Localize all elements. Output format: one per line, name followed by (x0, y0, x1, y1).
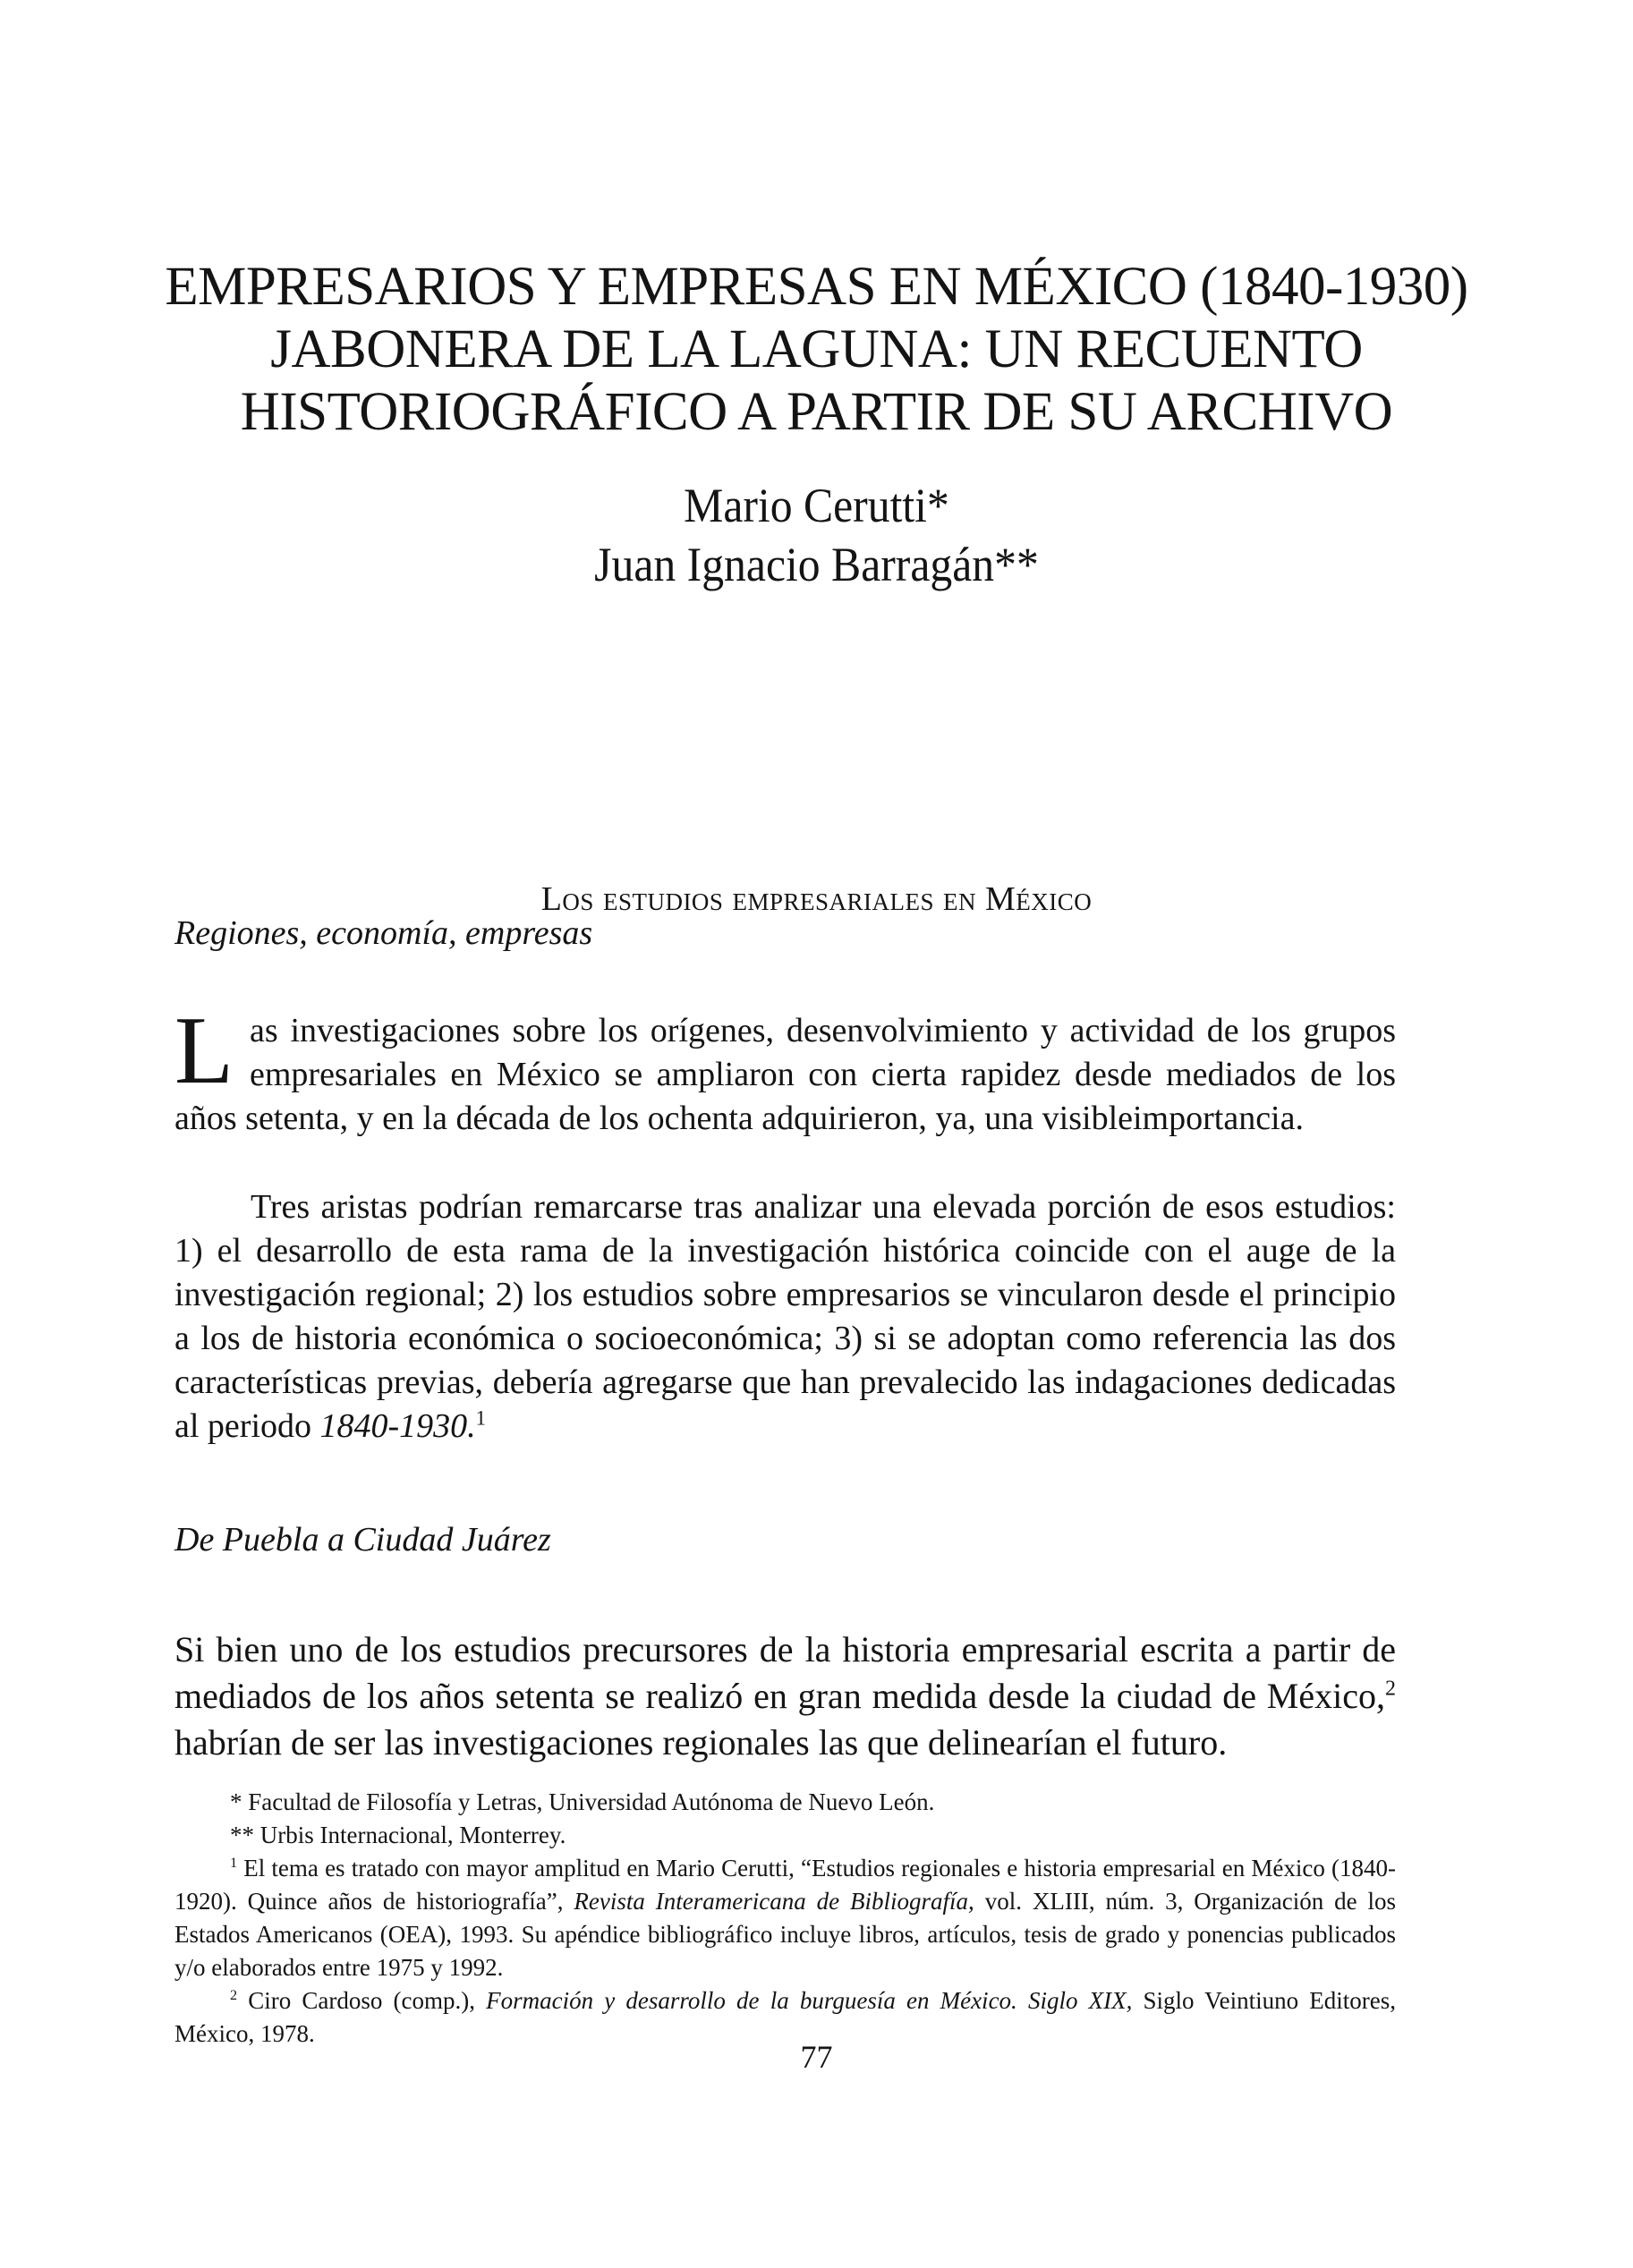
footnote-1 (174, 1852, 1396, 1984)
paragraph-3-text: Si bien uno de los estudios precursores de la historia empresarial escrita a partir de mediados de los años setenta se realizó en gran medida desde la ciudad de México, (174, 1629, 1396, 1716)
author-block (189, 476, 1444, 594)
article-title (134, 256, 1499, 444)
footnote-1-journal: Revista Interamericana de Bibliografía, (574, 1888, 974, 1915)
paragraph-2-text: Tres aristas podrían remarcarse tras analizar una elevada porción de esos estudios: 1) el desarrollo de esta rama de la investigación histórica coincide con el auge de la investigación regional; 2) los estudios sobre empresarios se vincularon desde el principio a los de historia económica o socioeconómica; 3) si se adoptan como referencia las dos características previas, debería agregarse que han prevalecido las indagaciones dedicadas al periodo (174, 1188, 1396, 1445)
paragraph-2-period: 1840-1930. (319, 1407, 476, 1445)
title-line-1: EMPRESARIOS Y EMPRESAS EN MÉXICO (1840-1930) (165, 257, 1468, 317)
footnote-1-mark: 1 (230, 1855, 238, 1871)
section-2-heading: De Puebla a Ciudad Juárez (174, 1521, 551, 1559)
paragraph-3 (174, 1627, 1396, 1766)
footnote-ref-2[interactable]: 2 (1385, 1677, 1396, 1701)
footnote-2-text: Ciro Cardoso (comp.), (248, 1987, 475, 2014)
author-1: Mario Cerutti* (684, 479, 949, 532)
footnote-ref-1[interactable]: 1 (475, 1406, 487, 1430)
section-heading: Los estudios empresariales en México (540, 880, 1093, 918)
section-subheading: Regiones, economía, empresas (174, 914, 593, 952)
page-number: 77 (800, 2039, 833, 2075)
title-line-2: JABONERA DE LA LAGUNA: UN RECUENTO (270, 319, 1363, 379)
author-2: Juan Ignacio Barragán** (594, 538, 1039, 591)
paragraph-1 (174, 998, 1396, 1141)
footnote-2-book: Formación y desarrollo de la burguesía en México. Siglo XIX, (486, 1987, 1133, 2014)
paragraph-1-text: as investigaciones sobre los orígenes, desenvolvimiento y actividad de los grupos empresariales en México se ampliaron con cierta rapidez desde mediados de los años setenta, y en la década de los ochenta adquirieron, ya, una visibleimportancia. (174, 1012, 1396, 1137)
footnote-affiliation-2: ** Urbis Internacional, Monterrey. (230, 1822, 566, 1848)
paragraph-3-text-end: habrían de ser las investigaciones regionales las que delinearían el futuro. (174, 1722, 1228, 1763)
footnotes (174, 1786, 1396, 2051)
footnote-2-mark: 2 (230, 1987, 238, 2003)
footnote-2-rest: Siglo Veintiuno Editores, México, 1978. (174, 1987, 1397, 2047)
paragraph-2 (174, 1185, 1396, 1448)
drop-cap: L (174, 998, 234, 1104)
footnote-1-rest: vol. XLIII, núm. 3, Organización de los Estados Americanos (OEA), 1993. Su apéndice bibliográfico incluye libros, artículos, tesis de grado y ponencias publicados y/o elaborados entre 1975 y 1992. (174, 1888, 1397, 1981)
footnote-1-text: El tema es tratado con mayor amplitud en Mario Cerutti, “Estudios regionales e historia empresarial en México (1840-1920). Quince años de historiografía”, (174, 1855, 1396, 1915)
title-line-3: HISTORIOGRÁFICO A PARTIR DE SU ARCHIVO (240, 382, 1393, 442)
footnote-affiliation-1: * Facultad de Filosofía y Letras, Universidad Autónoma de Nuevo León. (230, 1788, 935, 1815)
